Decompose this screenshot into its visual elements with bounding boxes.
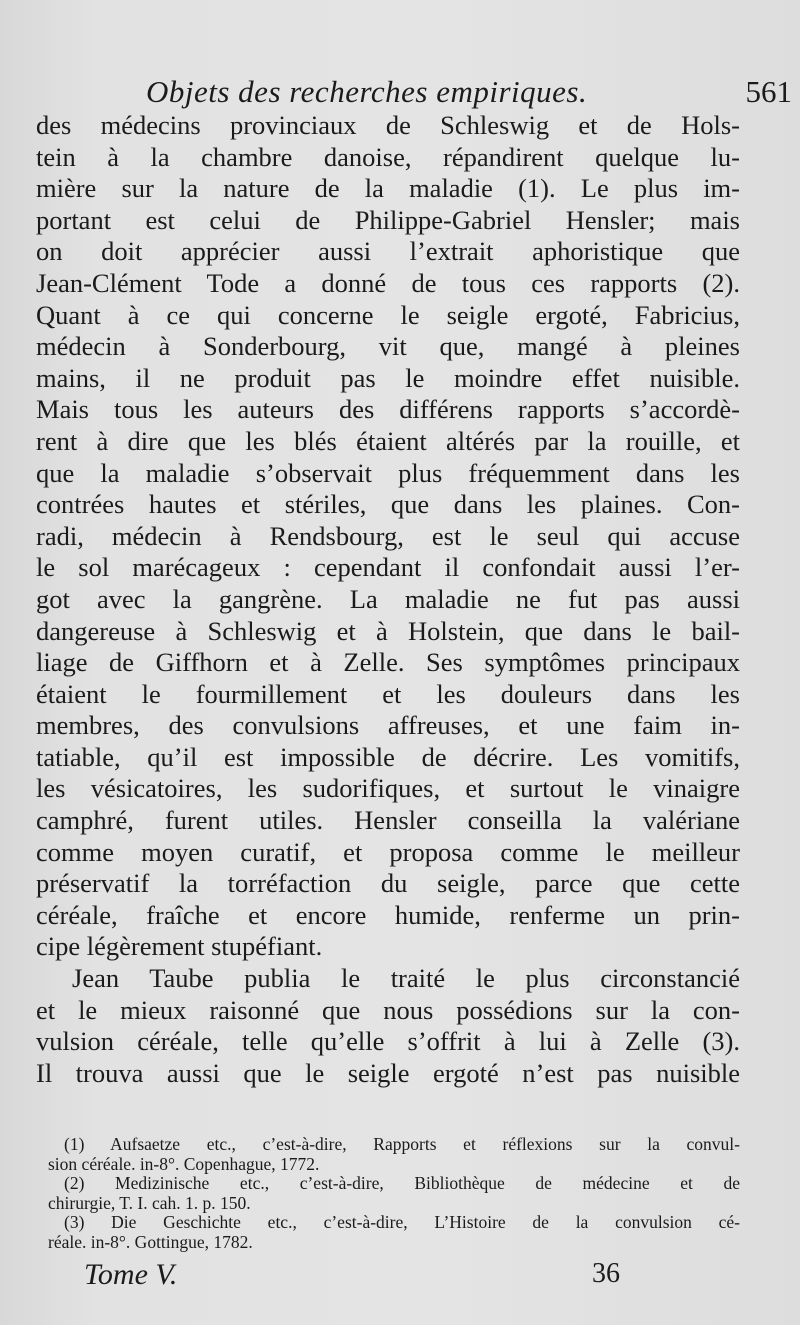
footnote-2: (2) Medizinische etc., c’est-à-dire, Bibliothèque de médecine et de [64,1173,740,1193]
text-line: comme moyen curatif, et proposa comme le meilleur [36,836,740,867]
text-line: contrées hautes et stériles, que dans les plaines. Con- [36,489,740,520]
text-line: médecin à Sonderbourg, vit que, mangé à pleines [36,331,740,362]
footnotes [48,1135,740,1252]
text-line: liage de Giffhorn et à Zelle. Ses symptômes principaux [36,647,740,678]
text-line: et le mieux raisonné que nous possédions sur la con- [36,994,740,1025]
text-line: radi, médecin à Rendsbourg, est le seul qui accuse [36,520,740,551]
text-line: portant est celui de Philippe-Gabriel Hensler; mais [36,204,740,235]
text-line: tein à la chambre danoise, répandirent quelque lu- [36,141,740,172]
text-line: des médecins provinciaux de Schleswig et de Hols- [36,110,740,140]
footnote-3: (3) Die Geschichte etc., c’est-à-dire, L’Histoire de la convulsion cé- [64,1212,740,1232]
text-line: rent à dire que les blés étaient altérés par la rouille, et [36,425,740,456]
signature-mark: 36 [592,1258,620,1289]
page-footer [80,1258,640,1298]
footnote-3-continuation: réale. in-8°. Gottingue, 1782. [48,1231,253,1252]
text-line: préservatif la torréfaction du seigle, parce que cette [36,868,740,899]
volume-label: Tome V. [84,1258,178,1291]
page-header [40,70,792,114]
footnote-2-continuation: chirurgie, T. I. cah. 1. p. 150. [48,1192,251,1213]
text-line: Quant à ce qui concerne le seigle ergoté, Fabricius, [36,299,740,330]
text-line: mains, il ne produit pas le moindre effet nuisible. [36,362,740,393]
text-line: étaient le fourmillement et les douleurs dans les [36,678,740,709]
text-line: membres, des convulsions affreuses, et une faim in- [36,710,740,741]
text-line: dangereuse à Schleswig et à Holstein, que dans le bail- [36,615,740,646]
footnote-1: (1) Aufsaetze etc., c’est-à-dire, Rapports et réflexions sur la convul- [64,1134,740,1154]
text-line: camphré, furent utiles. Hensler conseilla la valériane [36,805,740,836]
footnote-1-continuation: sion céréale. in-8°. Copenhague, 1772. [48,1153,320,1174]
text-line: mière sur la nature de la maladie (1). Le plus im- [36,173,740,204]
paragraph-start-line: Jean Taube publia le traité le plus circonstancié [72,963,740,994]
text-line: le sol marécageux : cependant il confondait aussi l’er- [36,552,740,583]
page-number: 561 [745,74,792,109]
text-line: Mais tous les auteurs des différens rapports s’accordè- [36,394,740,425]
body-text [36,110,740,1089]
text-line: vulsion céréale, telle qu’elle s’offrit à lui à Zelle (3). [36,1026,740,1057]
text-line: que la maladie s’observait plus fréquemment dans les [36,457,740,488]
text-line: les vésicatoires, les sudorifiques, et surtout le vinaigre [36,773,740,804]
text-line: tatiable, qu’il est impossible de décrire. Les vomitifs, [36,741,740,772]
text-line: on doit apprécier aussi l’extrait aphoristique que [36,236,740,267]
running-title: Objets des recherches empiriques. [146,74,588,109]
text-line: got avec la gangrène. La maladie ne fut pas aussi [36,583,740,614]
text-line: céréale, fraîche et encore humide, renferme un prin- [36,899,740,930]
paragraph-end-line: cipe légèrement stupéfiant. [36,931,323,962]
text-line: Il trouva aussi que le seigle ergoté n’est pas nuisible [36,1057,740,1088]
text-line: Jean-Clément Tode a donné de tous ces rapports (2). [36,267,740,298]
